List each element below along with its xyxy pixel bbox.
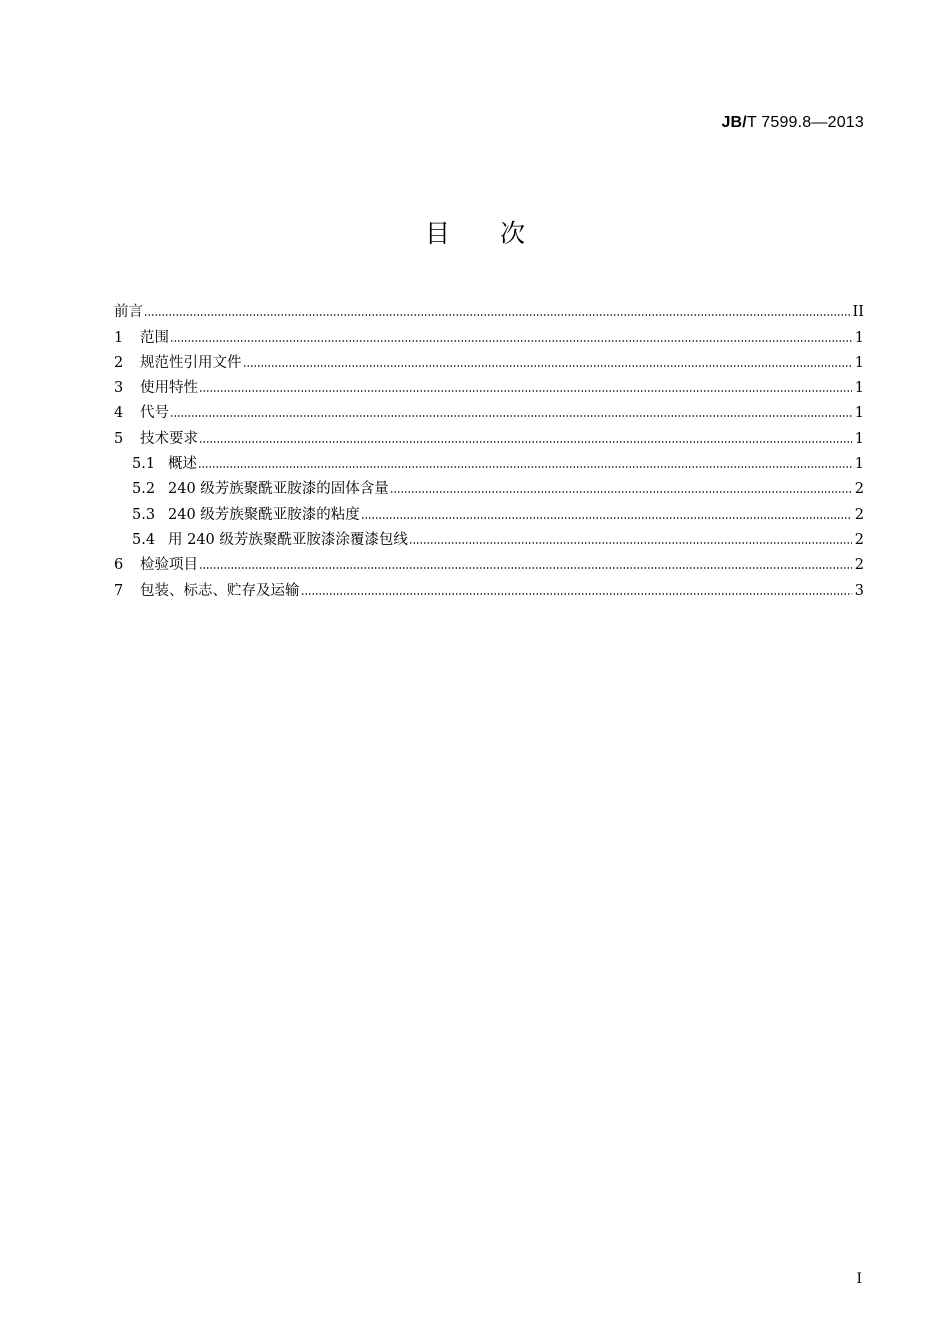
toc-entry-2[interactable] <box>114 347 864 372</box>
toc-entry-title: 范围 <box>140 329 169 346</box>
toc-entry-5-1[interactable] <box>114 448 864 473</box>
toc-entry-title: 代号 <box>140 405 169 422</box>
toc-entry-title: 240 级芳族聚酰亚胺漆的固体含量 <box>168 481 389 498</box>
toc-entry-page: 1 <box>854 354 864 371</box>
toc-entry-page: 2 <box>854 481 864 498</box>
toc-entry-title: 前言 <box>114 304 143 321</box>
toc-leader <box>301 592 853 596</box>
toc-leader <box>144 313 851 317</box>
toc-entry-number: 5.3 <box>132 506 156 523</box>
toc-entry-title: 使用特性 <box>140 380 198 397</box>
toc-entry-page: II <box>852 304 864 321</box>
toc-leader <box>243 364 853 368</box>
standard-code <box>721 114 864 132</box>
toc-leader <box>198 465 852 469</box>
toc-entry-number: 2 <box>114 354 124 371</box>
page-title: 目次 <box>424 219 575 248</box>
toc-entry-page: 1 <box>854 329 864 346</box>
toc-entry-title: 规范性引用文件 <box>140 354 242 371</box>
toc-entry-number: 5.4 <box>132 531 156 548</box>
toc-entry-number: 7 <box>114 582 124 599</box>
toc-leader <box>170 339 852 343</box>
toc-entry-number: 1 <box>114 329 124 346</box>
toc-leader <box>409 541 852 545</box>
toc-leader <box>199 566 852 570</box>
standard-code-number: T 7599.8—2013 <box>746 114 864 131</box>
toc-entry-5[interactable] <box>114 422 864 447</box>
toc-entry-page: 2 <box>854 531 864 548</box>
toc-leader <box>199 440 852 444</box>
toc-entry-page: 1 <box>854 380 864 397</box>
toc-entry-7[interactable] <box>114 574 864 599</box>
toc-entry-title: 240 级芳族聚酰亚胺漆的粘度 <box>168 506 360 523</box>
toc-entry-1[interactable] <box>114 321 864 346</box>
toc-leader <box>170 414 852 418</box>
toc-entry-title: 用 240 级芳族聚酰亚胺漆涂覆漆包线 <box>168 531 408 548</box>
toc-entry-number: 5.2 <box>132 481 156 498</box>
toc-leader <box>199 389 852 393</box>
toc-entry-title: 技术要求 <box>140 430 198 447</box>
toc-entry-4[interactable] <box>114 397 864 422</box>
toc-entry-title: 包装、标志、贮存及运输 <box>140 582 300 599</box>
toc-entry-page: 1 <box>854 456 864 473</box>
toc-entry-number: 4 <box>114 405 124 422</box>
toc-entry-title: 概述 <box>168 456 197 473</box>
toc-entry-page: 1 <box>854 430 864 447</box>
table-of-contents <box>114 296 864 600</box>
toc-entry-5-3[interactable] <box>114 498 864 523</box>
toc-entry-preface[interactable] <box>114 296 864 321</box>
toc-entry-page: 3 <box>854 582 864 599</box>
toc-leader <box>361 516 852 520</box>
toc-leader <box>390 490 852 494</box>
toc-entry-number: 6 <box>114 557 124 574</box>
toc-entry-page: 2 <box>854 557 864 574</box>
toc-entry-3[interactable] <box>114 372 864 397</box>
standard-code-prefix: JB/ <box>721 114 747 131</box>
page-number: I <box>856 1271 862 1287</box>
toc-entry-5-4[interactable] <box>114 524 864 549</box>
toc-entry-number: 3 <box>114 380 124 397</box>
toc-entry-title: 检验项目 <box>140 557 198 574</box>
toc-entry-number: 5 <box>114 430 124 447</box>
toc-entry-page: 2 <box>854 506 864 523</box>
toc-entry-number: 5.1 <box>132 456 156 473</box>
toc-entry-page: 1 <box>854 405 864 422</box>
toc-entry-6[interactable] <box>114 549 864 574</box>
toc-entry-5-2[interactable] <box>114 473 864 498</box>
